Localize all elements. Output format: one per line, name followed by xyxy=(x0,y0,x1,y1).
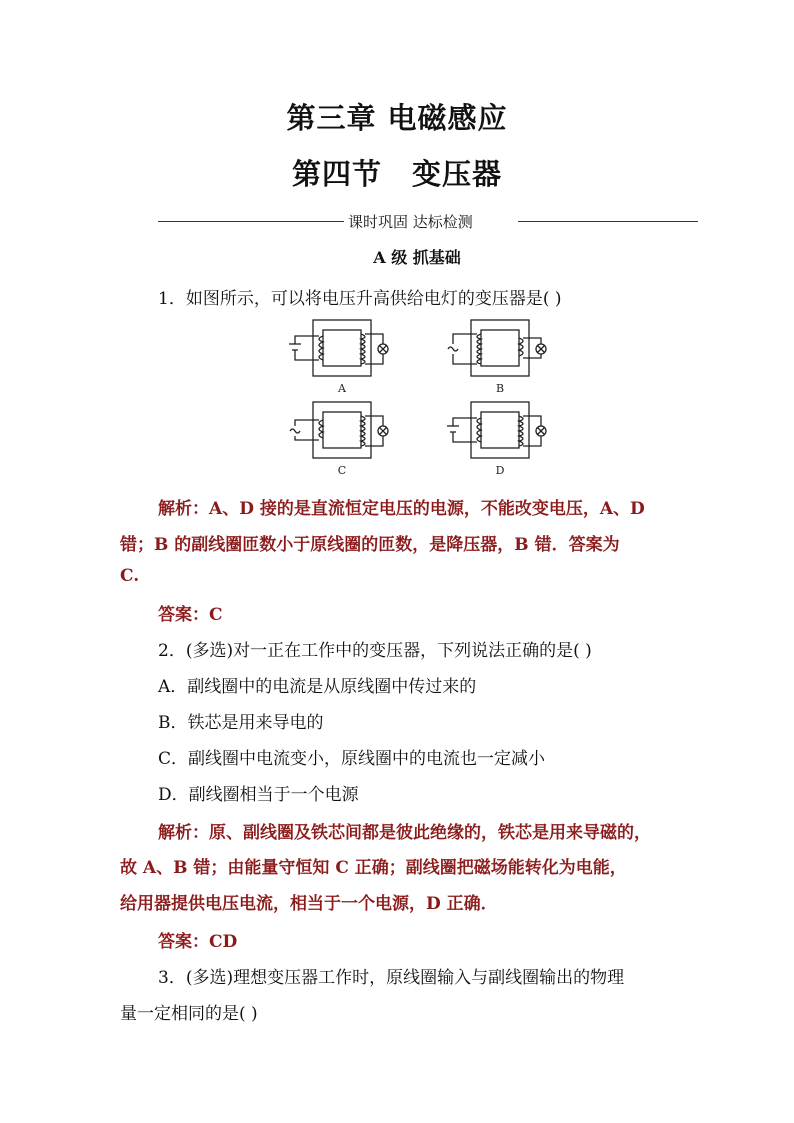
figure-label-b: B xyxy=(495,382,505,395)
q1-answer-tag: 答案 xyxy=(158,605,192,625)
q2-analysis-line1: 解析：原、副线圈及铁芯间都是彼此绝缘的，铁芯是用来导磁的， xyxy=(158,823,651,843)
q2-answer-tag: 答案 xyxy=(158,932,192,952)
banner-right-rule xyxy=(518,221,698,222)
q3-stem-line2: 量一定相同的是( ) xyxy=(120,1004,258,1024)
q2-option-c: C．副线圈中电流变小，原线圈中的电流也一定减小 xyxy=(158,749,546,769)
q1-analysis-line1: 解析：A、D 接的是直流恒定电压的电源，不能改变电压，A、D xyxy=(158,499,645,519)
q2-analysis-tag: 解析 xyxy=(158,823,192,843)
q1-analysis-line3: C. xyxy=(120,566,140,586)
level-heading: A 级 抓基础 xyxy=(373,248,461,267)
figure-label-a: A xyxy=(338,382,346,395)
chapter-title: 第三章 电磁感应 xyxy=(286,101,508,135)
q1-analysis-tag: 解析 xyxy=(158,499,192,519)
transformer-figure xyxy=(283,318,569,484)
figure-c xyxy=(290,402,388,458)
section-title xyxy=(0,152,794,193)
q1-analysis-line2: 错；B 的副线圈匝数小于原线圈的匝数，是降压器，B 错．答案为 xyxy=(120,535,620,555)
banner-text: 课时巩固 达标检测 xyxy=(348,213,473,231)
figure-a xyxy=(289,320,388,376)
q2-answer: 答案：CD xyxy=(158,932,238,952)
q2-analysis-line3: 给用器提供电压电流，相当于一个电源，D 正确． xyxy=(120,894,498,914)
q2-option-a: A．副线圈中的电流是从原线圈中传过来的 xyxy=(158,677,477,697)
q2-analysis-line2: 故 A、B 错；由能量守恒知 C 正确；副线圈把磁场能转化为电能， xyxy=(120,858,627,878)
banner-left-rule xyxy=(158,221,344,222)
section-name: 变压器 xyxy=(412,157,503,191)
section-number: 第四节 xyxy=(291,157,382,191)
q2-stem: 2．(多选)对一正在工作中的变压器，下列说法正确的是( ) xyxy=(158,641,592,661)
q3-stem-line1: 3．(多选)理想变压器工作时，原线圈输入与副线圈输出的物理 xyxy=(158,968,625,988)
figure-d xyxy=(447,402,546,458)
q2-option-d: D．副线圈相当于一个电源 xyxy=(158,785,359,805)
banner xyxy=(158,211,698,233)
q1-stem: 1．如图所示，可以将电压升高供给电灯的变压器是( ) xyxy=(158,289,562,309)
q1-answer: 答案：C xyxy=(158,605,223,625)
q2-option-b: B．铁芯是用来导电的 xyxy=(158,713,324,733)
figure-label-d: D xyxy=(495,464,505,477)
figure-b xyxy=(448,320,546,376)
figure-label-c: C xyxy=(337,464,347,477)
